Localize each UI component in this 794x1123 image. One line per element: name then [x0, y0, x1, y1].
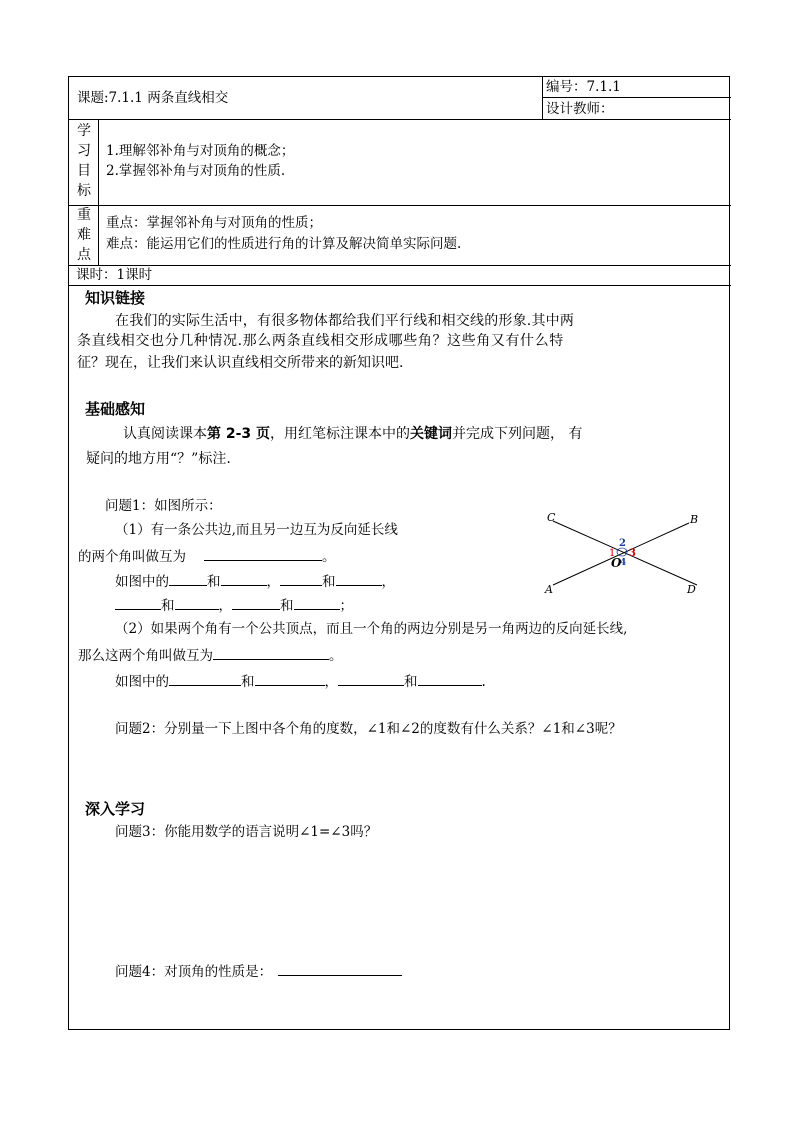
class-hours: 课时：1课时 — [76, 267, 153, 283]
row-divider-hours — [69, 285, 731, 286]
answer-blank[interactable] — [336, 573, 382, 586]
answer-blank[interactable] — [280, 573, 322, 586]
key-point-difficulty: 难点：能运用它们的性质进行角的计算及解决简单实际问题. — [106, 236, 462, 252]
question-4: 问题4：对顶角的性质是： — [115, 963, 402, 980]
worksheet-table — [68, 76, 730, 1030]
reading-instruction-line-1: 认真阅读课本第 2-3 页，用红笔标注课本中的关键词并完成下列问题， 有 — [123, 426, 583, 442]
deep-learning-heading: 深入学习 — [85, 800, 146, 818]
reading-instruction-line-2: 疑问的地方用“？”标注. — [86, 451, 231, 467]
question-1-title: 问题1：如图所示： — [105, 498, 222, 514]
knowledge-link-line-1: 在我们的实际生活中，有很多物体都给我们平行线和相交线的形象.其中两 — [115, 313, 575, 329]
question-1-part1-line2: 的两个角叫做互为 。 — [78, 549, 336, 565]
header-col-divider — [542, 77, 543, 119]
angle-4-label: 4 — [620, 558, 627, 568]
question-1-figure-pairs-2: 和 ， 和 ； — [115, 597, 353, 614]
point-o-label: O — [611, 556, 622, 570]
row-divider-keypoints — [69, 265, 731, 266]
answer-blank[interactable] — [221, 573, 267, 586]
line-ab — [553, 523, 689, 585]
question-3: 问题3：你能用数学的语言说明∠1=∠3吗？ — [115, 824, 378, 840]
answer-blank[interactable] — [175, 597, 219, 610]
designer-label: 设计教师： — [546, 101, 614, 117]
answer-blank[interactable] — [204, 548, 322, 561]
answer-blank[interactable] — [278, 963, 402, 976]
answer-blank[interactable] — [169, 673, 241, 686]
knowledge-link-line-2: 条直线相交也分几种情况.那么两条直线相交形成哪些角？这些角又有什么特 — [77, 333, 564, 349]
answer-blank[interactable] — [255, 673, 325, 686]
question-1-part2-line2: 那么这两个角叫做互为 。 — [78, 648, 343, 664]
answer-blank[interactable] — [418, 673, 482, 686]
lesson-title: 课题:7.1.1 两条直线相交 — [77, 90, 229, 106]
question-1-part1-line1: （1）有一条公共边,而且另一边互为反向延长线 — [115, 522, 398, 538]
basic-perception-heading: 基础感知 — [85, 400, 146, 418]
answer-blank[interactable] — [115, 597, 161, 610]
angle-2-label: 2 — [619, 538, 626, 549]
intersecting-lines-figure — [537, 509, 717, 597]
point-d-label: D — [687, 583, 696, 596]
point-c-label: C — [547, 511, 556, 524]
point-a-label: A — [545, 583, 553, 596]
label-col-divider — [98, 119, 99, 265]
answer-blank[interactable] — [213, 647, 329, 660]
objectives-label: 学 习 目 标 — [77, 123, 91, 199]
angle-3-label: 3 — [629, 548, 636, 559]
knowledge-link-line-3: 征？现在，让我们来认识直线相交所带来的新知识吧. — [77, 355, 404, 371]
angle-1-label: 1 — [609, 548, 616, 559]
answer-blank[interactable] — [232, 597, 280, 610]
key-point-focus: 重点：掌握邻补角与对顶角的性质； — [106, 215, 322, 231]
row-divider-header — [69, 119, 731, 120]
lesson-code: 编号：7.1.1 — [546, 79, 621, 95]
answer-blank[interactable] — [169, 573, 207, 586]
point-b-label: B — [690, 513, 699, 526]
knowledge-link-heading: 知识链接 — [85, 289, 146, 307]
row-divider-objectives — [69, 205, 731, 206]
question-1-figure-pairs-1: 如图中的 和 ， 和 ， — [115, 574, 395, 590]
key-points-label: 重 难 点 — [77, 207, 91, 263]
objective-item-1: 1.理解邻补角与对顶角的概念； — [106, 143, 295, 159]
answer-blank[interactable] — [294, 597, 340, 610]
header-right-divider — [542, 97, 731, 98]
question-1-part2-line1: （2）如果两个角有一个公共顶点，而且一个角的两边分别是另一角两边的反向延长线, — [115, 621, 628, 637]
answer-blank[interactable] — [338, 673, 404, 686]
objective-item-2: 2.掌握邻补角与对顶角的性质. — [106, 163, 286, 179]
question-1-figure-pairs-3: 如图中的 和 ， 和 . — [115, 674, 486, 690]
question-2: 问题2：分别量一下上图中各个角的度数，∠1和∠2的度数有什么关系？∠1和∠3呢？ — [115, 721, 622, 737]
